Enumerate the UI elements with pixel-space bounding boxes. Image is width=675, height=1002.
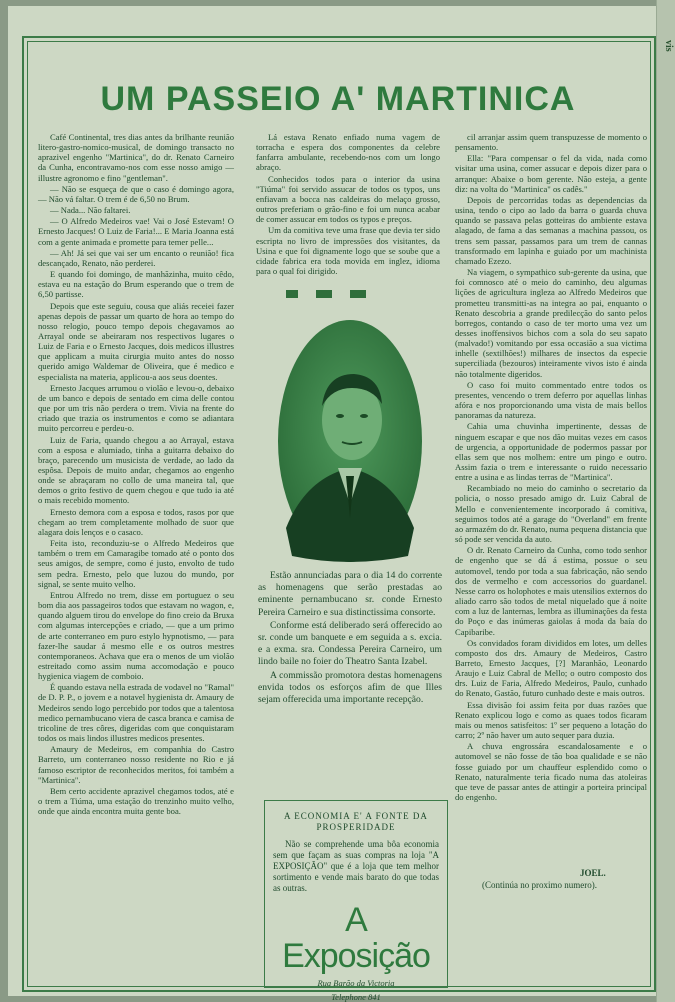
paragraph: — Não se esqueça de que o caso é domingo agora, — Não vá faltar. O trem é de 6,50 no Brum.	[38, 183, 234, 204]
paragraph: cil arranjar assim quem transpuzesse de momento o pensamento.	[455, 132, 647, 153]
paragraph: Recambiado no meio do caminho o secretario da policia, o nosso presado amigo dr. Luiz Cabral de Mello e convenientemente incorporado á comitiva, seguimos todos até a garage do "Overland" em frente ao armazém do dr. Renato, numa pequena distancia que só pode ser vencida da auto.	[455, 483, 647, 545]
portrait-eye	[360, 414, 368, 418]
advertisement-box	[264, 800, 448, 1002]
paragraph: A commissão promotora destas homenagens envida todos os esforços afim de que Illes sejam offerecida uma importante recepção.	[258, 669, 442, 706]
paragraph: Ella: "Para compensar o fel da vida, nada como visitar uma usina, comer assucar e depois dizer para o arranque: Abaixe o bom gerente. Não esteja, a gente diz: na volta do "Martinica" os cadês."	[455, 153, 647, 194]
author-signature: JOEL.	[580, 868, 606, 878]
paragraph: É quando estava nella estrada de vodavel no "Ramal" de D. P. P., o jovem e a notavel hygienista dr. Amaury de Medeiros sendo logo percebido por todos que a talentosa medico pernambucano viera de casca branca e camisa de tricoline de tres côres, digeridas com que conquistaram todos os mais lindos illustres medicos presentes.	[38, 682, 234, 744]
paragraph: O dr. Renato Carneiro da Cunha, como todo senhor de engenho que se dá á estima, possue o seu automovel, tendo por toda a sua fabricação, não sendo dos de vermelho e com accessorios do guardanel. Nesse carro os holophotes e mais utensilios externos do aliado carro são todos de metal niquelado que á noite com a luz de lanternas, lembra as illuminações da festa do Poço e das inúmeras gaiolas á moda da baía do Capibaribe.	[455, 545, 647, 637]
paragraph: Um da comitiva teve uma frase que devia ter sido escripta no livro de impressões dos visitantes, da Usina e que foi dignamente logo que se soube que a cidade fabrica era toda movida em inglez, idioma para o qual foi dirigido.	[256, 225, 440, 277]
section-separator	[286, 290, 366, 298]
paragraph: Amaury de Medeiros, em companhia do Castro Barreto, um conterraneo nosso residente no Rio e já famoso escriptor de reconhecidos meritos, foi também a "Martinica".	[38, 744, 234, 785]
column-3	[455, 132, 647, 892]
paragraph: Essa divisão foi assim feita por duas razões que Renato explicou logo e como as quaes todos ficaram mais ou menos satisfeitos: 1º ser pequeno a lotação do carro; 2º não haver um auto sequer para duzia.	[455, 699, 647, 741]
paragraph: Os convidados foram divididos em lotes, um delles composto dos drs. Amaury de Medeiros, Castro Barreto, Ernesto Jacques, [?] Maranhão, Leonardo Araujo e Luiz Cabral de Mello; o outro composto dos drs. Luiz de Faria, Alfredo Medeiros, Paulo, cunhado do Renato, Gastão, futuro cunhado deste e mais outros.	[455, 637, 647, 699]
ad-address-street: Rua Barão da Victoria	[317, 978, 395, 988]
adjacent-page-edge	[656, 0, 675, 1002]
paragraph: Depois de percorridas todas as dependencias da usina, tendo o cipo ao lado da barra o guarda chuva quando se passava pelas gotteiras do ambiente estava alagado, de fama a das semanas a machina passou, os trens sem passar, passamos para um trem de cannas transformado em lapinha e guiado por um machinista chamado Ezezo.	[455, 194, 647, 266]
paragraph: Cahia uma chuvinha impertinente, dessas de ninguem escapar e que nos dão muitas vezes em casos de urgencia, a opportunidade de podermos passar por ellas sem que nos molhem: entre um pingo e outro. Assim fazia o trem e interessante o ruido necessario entre a usina e as lindas terras de "Martinica".	[455, 421, 647, 483]
ad-brand: A Exposição	[282, 901, 430, 975]
paragraph: — O Alfredo Medeiros vae! Vai o José Estevam! O Ernesto Jacques! O Luiz de Faria!... E Maria Joanna está com a gente animada e promette para temer pelle...	[38, 216, 234, 247]
paragraph: Entrou Alfredo no trem, disse em portuguez o seu bom dia aos passageiros todos que estavam no wagon, e, quando alguem tirou do envelope do fino creio da Bruxa com algumas intercepções e criado, — que a um primo de arte conterraneo em puro estylo hypnotismo, — para fazer-lhe saudar á mesmo elle e os outros mestres contemporaneos. Achava que era o menos de um violão estreitado como assim numa accomodação e pouco hygienica viagem de comboio.	[38, 589, 234, 682]
column-1	[38, 132, 234, 912]
paragraph: Depois que este seguiu, cousa que aliás receiei fazer apenas depois de passar um quarto de hora ao tempo do nosso relogio, pouco tempo depois chegavamos ao Arrayal onde se abeiraram nos respectivos lugares o Luiz de Faria e o Ernesto Jacques, dois medicos illustres que applicam a muita cirurgia muito antes do nosso querido amigo Waldemar de Oliveira, que é medico e especialista na materia, applicou-a aos seus doentes.	[38, 300, 234, 382]
ad-headline: A ECONOMIA E' A FONTE DA PROSPERIDADE	[284, 811, 428, 832]
article-title: UM PASSEIO A' MARTINICA	[100, 80, 576, 118]
edge-text: vis	[663, 40, 674, 52]
column-2-top	[256, 132, 440, 277]
paragraph: Na viagem, o sympathico sub-gerente da usina, que foi comnosco até o meio do caminho, deu algumas lições de agricultura ingleza ao Alfredo Medeiros que prometteu transmitti-as na integra ao pai, enquanto o Renato descobria a grande predilecção do santo pelos borregos, contando o caso de ter morto uma vez um desses inoffensivos bichos com a sola do seu sapato (malvado!) vomitando por essa occasião a sua victima inhelle (sextilhões!) milhares de insectos da especie superciliada (bezouros) inteiramente vivos isto é ainda não totalmente digeridos.	[455, 267, 647, 379]
column-2-notice	[258, 570, 442, 770]
separator-mark	[350, 290, 366, 298]
paragraph: Café Continental, tres dias antes da brilhante reunião litero-gastro-nomico-musical, de domingo transacto no aprazivel engenho "Martinica", do dr. Renato Carneiro da Cunha, encontravamo-nos com esse nosso amigo — illustre agronomo e fino "gentleman".	[38, 132, 234, 183]
paragraph: — Ah! Já sei que vai ser um encanto o reunião! fica descançado, Renato, não perderei.	[38, 247, 234, 268]
paragraph: Ernesto Jacques arrumou o violão e levou-o, debaixo de um banco e depois de sentado em cima delle contou que por um tris não perdera o trem. Vivia na frente do criado que trazia os instrumentos e como se adiantara muito percorreu e perdeu-o.	[38, 382, 234, 434]
paragraph: Lá estava Renato enfiado numa vagem de torracha e espera dos componentes da celebre fanfarra ambulante, recebendo-nos com um longo abraço.	[256, 132, 440, 173]
paragraph: Feita isto, reconduziu-se o Alfredo Medeiros que também o trem em Camaragibe tomado até o ponto dos seus amigos, de sempre, como é justo, envolto de tudo sem pedra. Ernesto, pelo que luzou do mundo, por signal, se sente muito velho.	[38, 538, 234, 589]
paragraph: Luiz de Faria, quando chegou a ao Arrayal, estava com a esposa e alumiado, tinha a guitarra debaixo do braço, parecendo um musicista de verdade, ao lado da espôsa. Depois de muito andar, chegamos ao engenho onde se abraçaram no collo de uma maneira tal, que demos o grito festivo de quem chegou e que tudo ia até o mais recebido momento.	[38, 434, 234, 506]
paragraph: Conforme está deliberado será offerecido ao sr. conde um banquete e em seguida a s. excia. e a exma. sra. Condessa Pereira Carneiro, um lindo baile no foier do Theatro Santa Izabel.	[258, 619, 442, 668]
portrait-photo	[276, 318, 424, 564]
separator-mark	[286, 290, 298, 298]
ad-body: Não se comprehende uma bôa economia sem que façam as suas compras na loja "A EXPOSIÇÃO" que é a loja que tem melhor sortimento e vende mais barato do que todas as outras.	[273, 839, 439, 893]
paragraph: Estão annunciadas para o dia 14 do corrente as homenagens que serão prestadas ao eminente pernambucano sr. conde Ernesto Pereira Carneiro e sua distinctissima consorte.	[258, 570, 442, 618]
paragraph: A chuva engrossára escandalosamente e o automovel se não fosse de tão boa qualidade e se não fosse guiado por um chauffeur esplendido como o Renato, naturalmente teria ficado numa das atoleiras que teve de passar antes de attingir a porteira principal do engenho.	[455, 741, 647, 802]
paragraph: O caso foi muito commentado entre todos os presentes, vencendo o trem deferro por aquellas linhas afóra e nos proporcionando uma vista de mais bellos panoramas da natureza.	[455, 379, 647, 421]
portrait-eye	[336, 414, 344, 418]
paragraph: — Nada... Não faltarei.	[50, 205, 131, 216]
paragraph: E quando foi domingo, de manhãzinha, muito cêdo, estava eu na estação do Brum esperando que o trem de 6,50 partisse.	[38, 269, 234, 300]
ad-address-telephone: Telephone 841	[331, 992, 381, 1002]
paragraph: Conhecidos todos para o interior da usina "Tiúma" foi servido assucar de todos os typos, uns enfiavam a bocca nas caldeiras do melaço grosso, outros preferiam o grão-fino e foi um nunca acabar de comer assucar em todos os typos e preços.	[256, 173, 440, 225]
paragraph: Ernesto demora com a esposa e todos, rasos por que chegam ao trem completamente molhado de suor que alagara dois lenços e o casaco.	[38, 506, 234, 537]
separator-mark	[316, 290, 332, 298]
paragraph: Bem certo accidente aprazivel chegamos todos, até e o trem a Tiúma, uma estação do trenzinho muito velho, onde que ainda encontra muita gente boa.	[38, 785, 234, 817]
continued-note: (Continúa no proximo numero).	[482, 880, 597, 890]
